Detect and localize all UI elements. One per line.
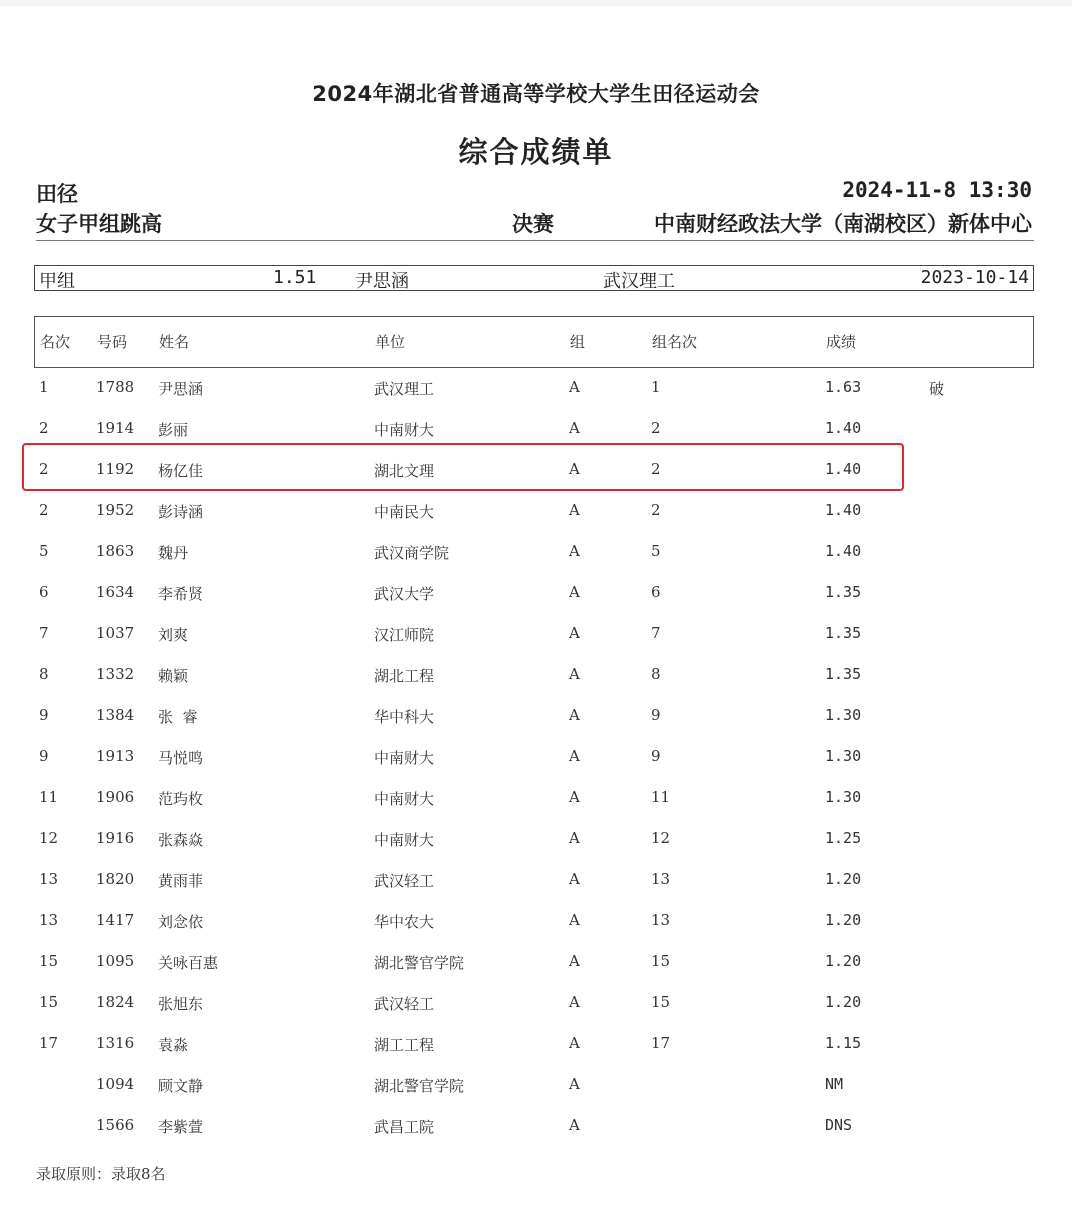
cell-rank: 1 (39, 378, 49, 396)
cell-group: A (569, 378, 580, 396)
cell-bib: 1916 (96, 829, 135, 847)
col-result: 成绩 (826, 333, 857, 351)
cell-name: 彭诗涵 (158, 503, 204, 521)
cell-rank: 8 (39, 665, 49, 683)
cell-unit: 武汉轻工 (374, 995, 435, 1013)
cell-bib: 1417 (96, 911, 135, 929)
cell-result: 1.15 (825, 1034, 862, 1052)
cell-rank: 11 (39, 788, 59, 806)
table-header (34, 316, 1034, 368)
cell-result: 1.63 (825, 378, 862, 396)
table-row (0, 655, 1072, 696)
meet-title: 2024年湖北省普通高等学校大学生田径运动会 (312, 82, 760, 106)
cell-bib: 1384 (96, 706, 135, 724)
cell-bib: 1095 (96, 952, 135, 970)
cell-unit: 武汉理工 (374, 380, 435, 398)
cell-bib: 1824 (96, 993, 135, 1011)
record-box (34, 265, 1034, 291)
col-group: 组 (570, 333, 586, 351)
cell-unit: 武汉大学 (374, 585, 435, 603)
cell-group-rank: 2 (651, 460, 661, 478)
cell-name: 李希贤 (158, 585, 204, 603)
cell-bib: 1037 (96, 624, 135, 642)
cell-name: 马悦鸣 (158, 749, 204, 767)
cell-group: A (569, 501, 580, 519)
cell-name: 张旭东 (158, 995, 204, 1013)
cell-unit: 湖北工程 (374, 667, 435, 685)
table-row (0, 737, 1072, 778)
category-label: 田径 (36, 182, 78, 206)
cell-name: 杨亿佳 (158, 462, 204, 480)
table-row (0, 983, 1072, 1024)
cell-unit: 中南财大 (374, 790, 435, 808)
cell-bib: 1788 (96, 378, 135, 396)
record-unit: 武汉理工 (603, 271, 675, 292)
cell-unit: 武昌工院 (374, 1118, 435, 1136)
cell-group: A (569, 419, 580, 437)
cell-note: 破 (929, 380, 945, 398)
cell-group-rank: 8 (651, 665, 661, 683)
cell-result: DNS (825, 1116, 853, 1134)
table-row (0, 819, 1072, 860)
cell-rank: 2 (39, 501, 49, 519)
cell-bib: 1820 (96, 870, 135, 888)
cell-bib: 1192 (96, 460, 135, 478)
cell-bib: 1914 (96, 419, 135, 437)
cell-unit: 湖北文理 (374, 462, 435, 480)
cell-group-rank: 11 (651, 788, 671, 806)
table-row (0, 573, 1072, 614)
cell-unit: 华中农大 (374, 913, 435, 931)
cell-group: A (569, 583, 580, 601)
cell-bib: 1634 (96, 583, 135, 601)
cell-group: A (569, 624, 580, 642)
cell-bib: 1906 (96, 788, 135, 806)
cell-rank: 9 (39, 747, 49, 765)
cell-unit: 中南财大 (374, 421, 435, 439)
cell-result: 1.20 (825, 911, 862, 929)
cell-group-rank: 5 (651, 542, 661, 560)
header-divider (36, 240, 1034, 241)
cell-group-rank: 7 (651, 624, 661, 642)
cell-group-rank: 6 (651, 583, 661, 601)
cell-result: 1.40 (825, 460, 862, 478)
cell-result: 1.35 (825, 665, 862, 683)
qualification-rule: 录取原则：录取8名 (36, 1165, 166, 1183)
table-row (0, 532, 1072, 573)
event-datetime: 2024-11-8 13:30 (842, 178, 1032, 202)
cell-group-rank: 2 (651, 501, 661, 519)
cell-group-rank: 12 (651, 829, 671, 847)
sheet-title: 综合成绩单 (458, 135, 614, 169)
cell-rank: 6 (39, 583, 49, 601)
table-row (0, 1065, 1072, 1106)
record-group: 甲组 (39, 271, 75, 292)
cell-group-rank: 9 (651, 747, 661, 765)
cell-unit: 湖北警官学院 (374, 954, 465, 972)
cell-result: 1.30 (825, 788, 862, 806)
cell-group: A (569, 1075, 580, 1093)
cell-unit: 汉江师院 (374, 626, 435, 644)
event-name: 女子甲组跳高 (36, 212, 162, 236)
col-group-rank: 组名次 (652, 333, 698, 351)
cell-rank: 7 (39, 624, 49, 642)
table-row (0, 614, 1072, 655)
cell-bib: 1566 (96, 1116, 135, 1134)
cell-group: A (569, 993, 580, 1011)
cell-rank: 2 (39, 460, 49, 478)
cell-group: A (569, 706, 580, 724)
cell-result: 1.35 (825, 583, 862, 601)
table-row (0, 1106, 1072, 1147)
cell-name: 范玙枚 (158, 790, 204, 808)
cell-name: 关咏百惠 (158, 954, 219, 972)
cell-bib: 1094 (96, 1075, 135, 1093)
highlight-box (22, 443, 904, 491)
cell-unit: 湖北警官学院 (374, 1077, 465, 1095)
cell-group: A (569, 1034, 580, 1052)
cell-group: A (569, 1116, 580, 1134)
cell-name: 魏丹 (158, 544, 189, 562)
event-venue: 中南财经政法大学（南湖校区）新体中心 (654, 212, 1032, 236)
cell-unit: 中南民大 (374, 503, 435, 521)
cell-result: 1.25 (825, 829, 862, 847)
cell-group-rank: 13 (651, 911, 671, 929)
table-row (0, 696, 1072, 737)
cell-rank: 15 (39, 952, 59, 970)
cell-name: 李紫萱 (158, 1118, 204, 1136)
cell-result: 1.40 (825, 419, 862, 437)
cell-bib: 1913 (96, 747, 135, 765)
cell-result: NM (825, 1075, 844, 1093)
event-round: 决赛 (512, 212, 554, 236)
cell-name: 顾文静 (158, 1077, 204, 1095)
cell-group: A (569, 911, 580, 929)
table-row (0, 942, 1072, 983)
cell-group: A (569, 665, 580, 683)
table-row (0, 778, 1072, 819)
cell-group-rank: 17 (651, 1034, 671, 1052)
cell-group: A (569, 788, 580, 806)
cell-result: 1.20 (825, 993, 862, 1011)
cell-group: A (569, 952, 580, 970)
cell-result: 1.30 (825, 706, 862, 724)
cell-group-rank: 2 (651, 419, 661, 437)
cell-rank: 13 (39, 911, 59, 929)
cell-group: A (569, 460, 580, 478)
cell-name: 袁淼 (158, 1036, 189, 1054)
cell-group: A (569, 829, 580, 847)
record-holder: 尹思涵 (355, 271, 409, 292)
cell-rank: 17 (39, 1034, 59, 1052)
cell-result: 1.40 (825, 501, 862, 519)
cell-name: 赖颖 (158, 667, 189, 685)
cell-name: 彭丽 (158, 421, 189, 439)
cell-group-rank: 1 (651, 378, 661, 396)
table-row (0, 1024, 1072, 1065)
cell-result: 1.35 (825, 624, 862, 642)
cell-result: 1.20 (825, 952, 862, 970)
cell-unit: 湖工工程 (374, 1036, 435, 1054)
cell-group: A (569, 747, 580, 765)
col-bib: 号码 (97, 333, 128, 351)
cell-bib: 1316 (96, 1034, 135, 1052)
cell-unit: 中南财大 (374, 831, 435, 849)
cell-unit: 中南财大 (374, 749, 435, 767)
cell-name: 刘念依 (158, 913, 204, 931)
col-name: 姓名 (159, 333, 190, 351)
cell-result: 1.40 (825, 542, 862, 560)
record-date: 2023-10-14 (920, 267, 1029, 288)
cell-group-rank: 15 (651, 993, 671, 1011)
cell-name: 尹思涵 (158, 380, 204, 398)
col-unit: 单位 (375, 333, 406, 351)
cell-group-rank: 15 (651, 952, 671, 970)
table-row (0, 491, 1072, 532)
cell-result: 1.30 (825, 747, 862, 765)
cell-rank: 15 (39, 993, 59, 1011)
cell-rank: 2 (39, 419, 49, 437)
cell-name: 黄雨菲 (158, 872, 204, 890)
cell-group-rank: 9 (651, 706, 661, 724)
top-edge (0, 0, 1072, 6)
cell-rank: 9 (39, 706, 49, 724)
cell-unit: 华中科大 (374, 708, 435, 726)
cell-unit: 武汉轻工 (374, 872, 435, 890)
col-rank: 名次 (40, 333, 71, 351)
cell-name: 张 睿 (158, 708, 198, 726)
cell-unit: 武汉商学院 (374, 544, 450, 562)
cell-rank: 13 (39, 870, 59, 888)
cell-group: A (569, 542, 580, 560)
table-row (0, 368, 1072, 409)
table-row (0, 860, 1072, 901)
table-row (0, 901, 1072, 942)
cell-result: 1.20 (825, 870, 862, 888)
cell-rank: 12 (39, 829, 59, 847)
record-mark: 1.51 (273, 267, 317, 288)
cell-group-rank: 13 (651, 870, 671, 888)
cell-bib: 1332 (96, 665, 135, 683)
cell-bib: 1952 (96, 501, 135, 519)
cell-bib: 1863 (96, 542, 135, 560)
cell-name: 刘爽 (158, 626, 189, 644)
cell-rank: 5 (39, 542, 49, 560)
cell-group: A (569, 870, 580, 888)
cell-name: 张森焱 (158, 831, 204, 849)
